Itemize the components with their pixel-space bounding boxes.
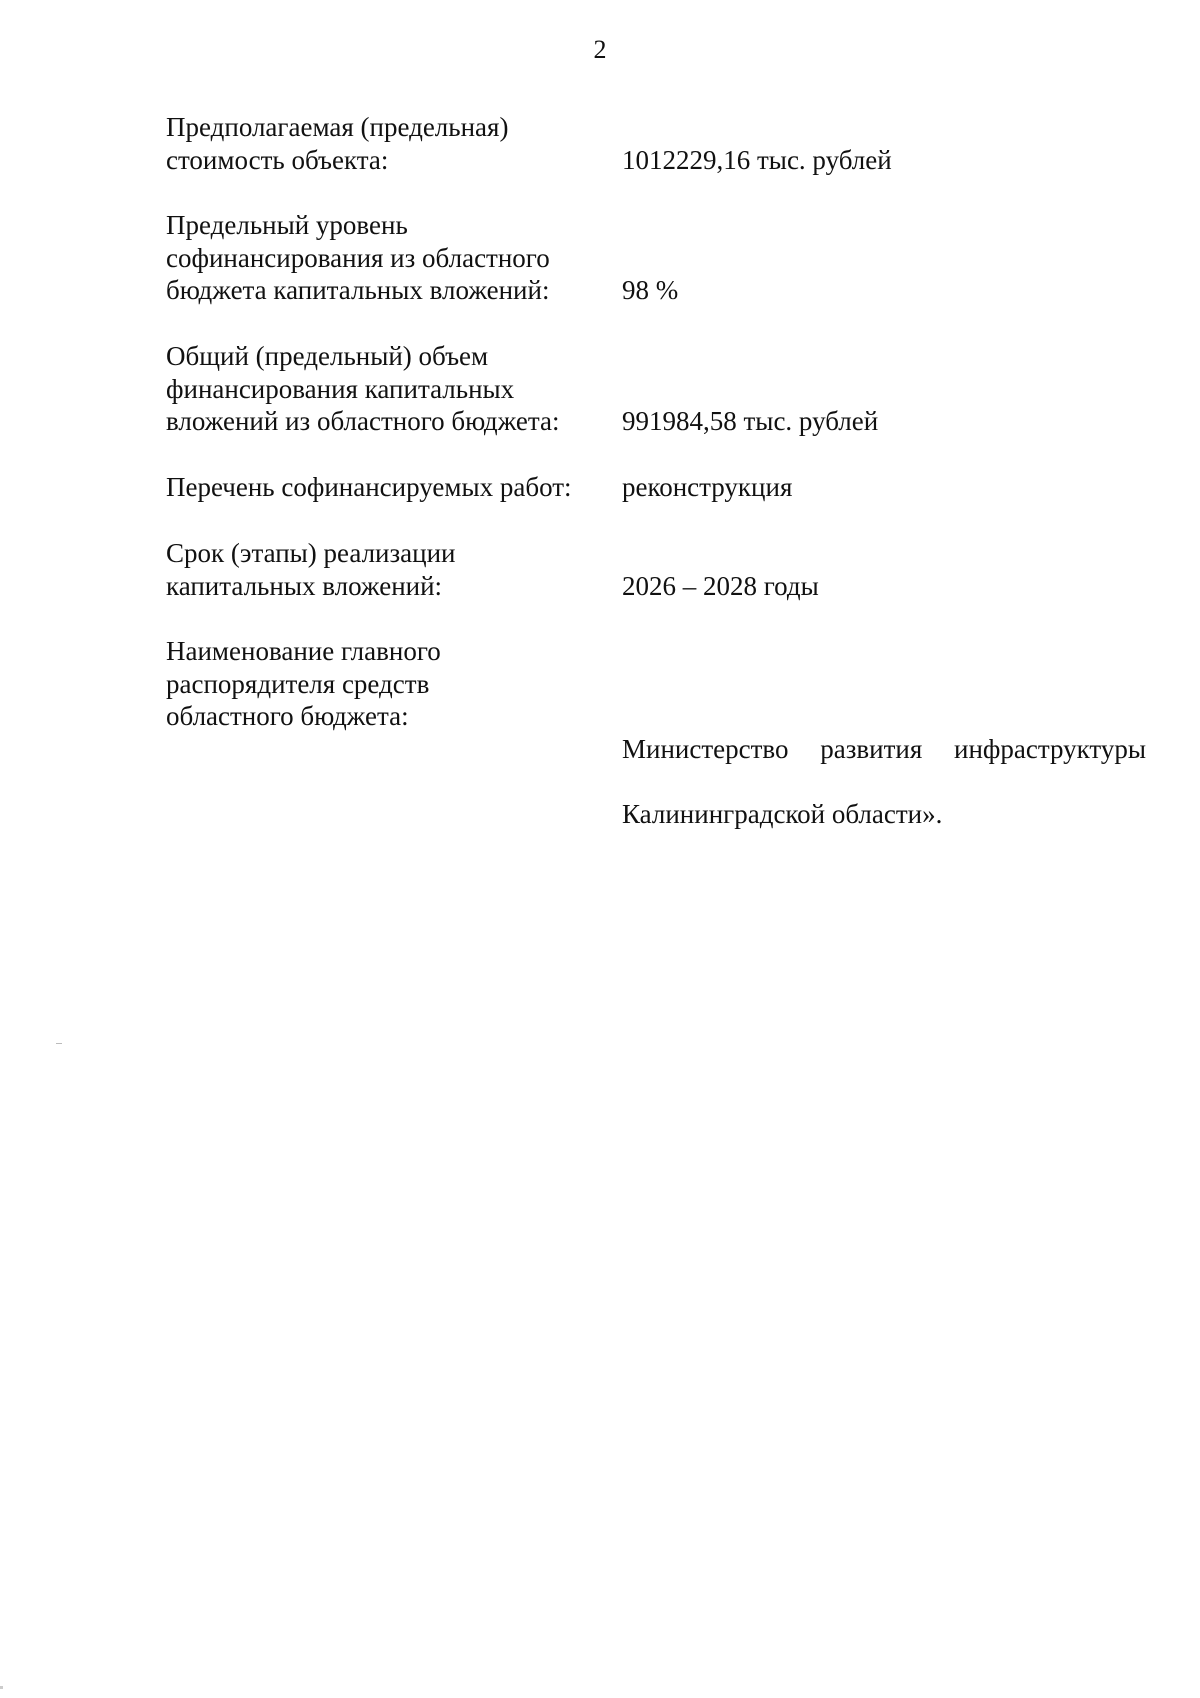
field-value-chief-administrator-line-2: Калининградской области».	[622, 798, 943, 829]
field-label-estimated-cost: Предполагаемая (предельная) стоимость объекта:	[166, 112, 509, 175]
field-value-financing-volume: 991984,58 тыс. рублей	[622, 406, 879, 436]
scan-corner-mark	[0, 1686, 3, 1689]
field-label-works-list: Перечень софинансируемых работ:	[166, 472, 572, 502]
field-value-cofinancing-level: 98 %	[622, 275, 679, 305]
field-value-implementation-period: 2026 – 2028 годы	[622, 570, 819, 601]
field-label-cofinancing-level: Предельный уровень софинансирования из областного бюджета капитальных вложений:	[166, 210, 550, 305]
field-value-chief-administrator	[622, 700, 1146, 863]
field-value-works-list: реконструкция	[622, 472, 793, 502]
field-label-implementation-period: Срок (этапы) реализации капитальных вложений:	[166, 538, 456, 601]
page-number: 2	[593, 35, 607, 64]
field-value-estimated-cost: 1012229,16 тыс. рублей	[622, 144, 892, 175]
field-label-chief-administrator: Наименование главного распорядителя средств областного бюджета:	[166, 636, 441, 731]
field-label-financing-volume: Общий (предельный) объем финансирования капитальных вложений из областного бюджета:	[166, 341, 560, 436]
field-value-chief-administrator-line-1: Министерство развития инфраструктуры	[622, 733, 1146, 764]
scan-margin-mark	[56, 1043, 62, 1044]
